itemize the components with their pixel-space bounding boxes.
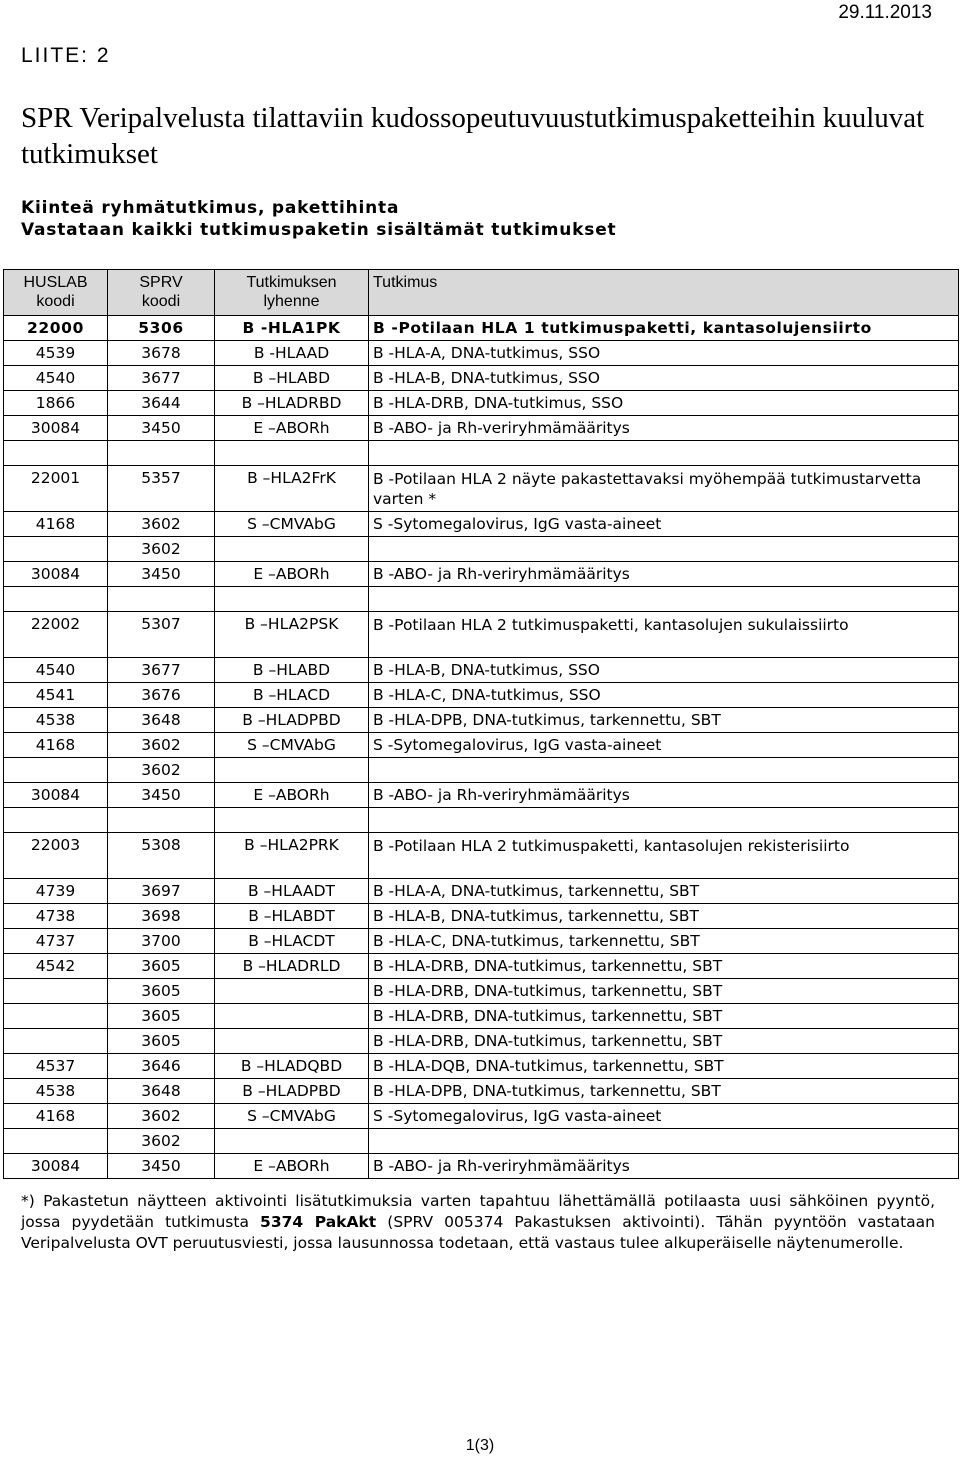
test-name-cell: B -Potilaan HLA 2 tutkimuspaketti, kantasolujen sukulaissiirto bbox=[369, 612, 959, 658]
sprv-code-cell: 3605 bbox=[108, 979, 215, 1004]
huslab-code-cell: 4542 bbox=[4, 954, 108, 979]
sprv-code-cell: 3676 bbox=[108, 683, 215, 708]
huslab-code-cell: 30084 bbox=[4, 562, 108, 587]
table-row bbox=[4, 954, 959, 979]
document-date: 29.11.2013 bbox=[838, 2, 932, 23]
sprv-code-cell: 3602 bbox=[108, 758, 215, 783]
sprv-code-cell: 3700 bbox=[108, 929, 215, 954]
table-row bbox=[4, 512, 959, 537]
table-row bbox=[4, 391, 959, 416]
test-name-cell: S -Sytomegalovirus, IgG vasta-aineet bbox=[369, 512, 959, 537]
huslab-code-cell: 4168 bbox=[4, 512, 108, 537]
abbreviation-cell: S –CMVAbG bbox=[215, 1104, 369, 1129]
abbreviation-cell bbox=[215, 758, 369, 783]
huslab-code-cell: 4739 bbox=[4, 879, 108, 904]
test-name-cell: B -HLA-C, DNA-tutkimus, SSO bbox=[369, 683, 959, 708]
page-number: 1(3) bbox=[465, 1437, 495, 1454]
abbreviation-cell: E –ABORh bbox=[215, 562, 369, 587]
huslab-code-cell: 4168 bbox=[4, 733, 108, 758]
test-name-cell: B -HLA-DPB, DNA-tutkimus, tarkennettu, SBT bbox=[369, 1079, 959, 1104]
huslab-code-cell: 30084 bbox=[4, 783, 108, 808]
sprv-code-cell: 3644 bbox=[108, 391, 215, 416]
abbreviation-cell: B -HLA1PK bbox=[215, 316, 369, 341]
abbreviation-cell bbox=[215, 979, 369, 1004]
spacer-row bbox=[4, 808, 959, 833]
table-row bbox=[4, 1104, 959, 1129]
header-abbreviation: Tutkimuksen lyhenne bbox=[215, 270, 369, 316]
test-name-cell: B -ABO- ja Rh-veriryhmämääritys bbox=[369, 1154, 959, 1179]
sprv-code-cell: 3697 bbox=[108, 879, 215, 904]
sprv-code-cell: 3602 bbox=[108, 512, 215, 537]
sprv-code-cell: 3450 bbox=[108, 783, 215, 808]
huslab-code-cell bbox=[4, 587, 108, 612]
abbreviation-cell bbox=[215, 1029, 369, 1054]
huslab-code-cell: 4537 bbox=[4, 1054, 108, 1079]
sprv-code-cell: 3602 bbox=[108, 1104, 215, 1129]
test-name-cell: B -HLA-B, DNA-tutkimus, SSO bbox=[369, 366, 959, 391]
package-row bbox=[4, 833, 959, 879]
huslab-code-cell: 4738 bbox=[4, 904, 108, 929]
package-row bbox=[4, 612, 959, 658]
abbreviation-cell: B –HLACDT bbox=[215, 929, 369, 954]
test-name-cell: B -Potilaan HLA 1 tutkimuspaketti, kantasolujensiirto bbox=[369, 316, 959, 341]
test-name-cell: B -ABO- ja Rh-veriryhmämääritys bbox=[369, 783, 959, 808]
huslab-code-cell: 4539 bbox=[4, 341, 108, 366]
test-name-cell: B -Potilaan HLA 2 tutkimuspaketti, kantasolujen rekisterisiirto bbox=[369, 833, 959, 879]
sprv-code-cell: 5307 bbox=[108, 612, 215, 658]
test-name-cell: S -Sytomegalovirus, IgG vasta-aineet bbox=[369, 1104, 959, 1129]
abbreviation-cell: B –HLADQBD bbox=[215, 1054, 369, 1079]
test-name-cell bbox=[369, 808, 959, 833]
test-name-cell bbox=[369, 587, 959, 612]
sprv-code-cell: 3677 bbox=[108, 658, 215, 683]
header-test: Tutkimus bbox=[369, 270, 959, 316]
abbreviation-cell: B -HLAAD bbox=[215, 341, 369, 366]
test-name-cell bbox=[369, 441, 959, 466]
huslab-code-cell bbox=[4, 441, 108, 466]
test-name-cell: B -HLA-A, DNA-tutkimus, SSO bbox=[369, 341, 959, 366]
package-row bbox=[4, 466, 959, 512]
test-name-cell: B -HLA-B, DNA-tutkimus, SSO bbox=[369, 658, 959, 683]
huslab-code-cell: 22001 bbox=[4, 466, 108, 512]
huslab-code-cell bbox=[4, 758, 108, 783]
sprv-code-cell: 3677 bbox=[108, 366, 215, 391]
table-row bbox=[4, 1079, 959, 1104]
sprv-code-cell: 3648 bbox=[108, 1079, 215, 1104]
table-row bbox=[4, 416, 959, 441]
subtitle-fixed-group: Kiinteä ryhmätutkimus, pakettihinta bbox=[21, 198, 400, 218]
sprv-code-cell: 5308 bbox=[108, 833, 215, 879]
test-name-cell: B -HLA-DRB, DNA-tutkimus, tarkennettu, SBT bbox=[369, 1004, 959, 1029]
abbreviation-cell: B –HLADPBD bbox=[215, 1079, 369, 1104]
huslab-code-cell bbox=[4, 1004, 108, 1029]
header-sprv-code: SPRV koodi bbox=[108, 270, 215, 316]
sprv-code-cell: 3450 bbox=[108, 416, 215, 441]
huslab-code-cell bbox=[4, 1029, 108, 1054]
test-name-cell: B -HLA-DQB, DNA-tutkimus, tarkennettu, SBT bbox=[369, 1054, 959, 1079]
huslab-code-cell bbox=[4, 979, 108, 1004]
test-name-cell: B -Potilaan HLA 2 näyte pakastettavaksi myöhempää tutkimustarvetta varten * bbox=[369, 466, 959, 512]
test-name-cell: B -HLA-DRB, DNA-tutkimus, tarkennettu, SBT bbox=[369, 979, 959, 1004]
table-row bbox=[4, 366, 959, 391]
sprv-code-cell bbox=[108, 808, 215, 833]
table-row bbox=[4, 683, 959, 708]
huslab-code-cell: 22002 bbox=[4, 612, 108, 658]
huslab-code-cell: 4168 bbox=[4, 1104, 108, 1129]
huslab-code-cell: 22003 bbox=[4, 833, 108, 879]
sprv-code-cell bbox=[108, 441, 215, 466]
sprv-code-cell: 3450 bbox=[108, 562, 215, 587]
test-name-cell: B -HLA-C, DNA-tutkimus, tarkennettu, SBT bbox=[369, 929, 959, 954]
table-header-row bbox=[4, 270, 959, 316]
test-name-cell: B -HLA-A, DNA-tutkimus, tarkennettu, SBT bbox=[369, 879, 959, 904]
table-row bbox=[4, 708, 959, 733]
huslab-code-cell: 4737 bbox=[4, 929, 108, 954]
subtitle-answered: Vastataan kaikki tutkimuspaketin sisältämät tutkimukset bbox=[21, 220, 617, 240]
test-name-cell: B -ABO- ja Rh-veriryhmämääritys bbox=[369, 562, 959, 587]
abbreviation-cell: B –HLA2PSK bbox=[215, 612, 369, 658]
spacer-row bbox=[4, 441, 959, 466]
abbreviation-cell bbox=[215, 587, 369, 612]
page-title: SPR Veripalvelusta tilattaviin kudossopeutuvuustutkimuspaketteihin kuuluvat tutkimukset bbox=[21, 102, 925, 170]
test-name-cell: B -ABO- ja Rh-veriryhmämääritys bbox=[369, 416, 959, 441]
table-row bbox=[4, 1029, 959, 1054]
abbreviation-cell: B –HLA2FrK bbox=[215, 466, 369, 512]
test-name-cell bbox=[369, 1129, 959, 1154]
sprv-code-cell: 5306 bbox=[108, 316, 215, 341]
abbreviation-cell: B –HLADPBD bbox=[215, 708, 369, 733]
sprv-code-cell: 3450 bbox=[108, 1154, 215, 1179]
abbreviation-cell: B –HLABD bbox=[215, 658, 369, 683]
sprv-code-cell: 5357 bbox=[108, 466, 215, 512]
test-package-table bbox=[3, 269, 959, 1179]
abbreviation-cell: S –CMVAbG bbox=[215, 733, 369, 758]
test-name-cell: B -HLA-DRB, DNA-tutkimus, tarkennettu, SBT bbox=[369, 1029, 959, 1054]
sprv-code-cell: 3605 bbox=[108, 1004, 215, 1029]
abbreviation-cell: E –ABORh bbox=[215, 416, 369, 441]
sprv-code-cell: 3605 bbox=[108, 954, 215, 979]
huslab-code-cell bbox=[4, 808, 108, 833]
table-row bbox=[4, 1004, 959, 1029]
test-name-cell: B -HLA-B, DNA-tutkimus, tarkennettu, SBT bbox=[369, 904, 959, 929]
test-name-cell bbox=[369, 758, 959, 783]
table-row bbox=[4, 783, 959, 808]
abbreviation-cell bbox=[215, 1004, 369, 1029]
package-row bbox=[4, 316, 959, 341]
test-name-cell bbox=[369, 537, 959, 562]
huslab-code-cell bbox=[4, 1129, 108, 1154]
spacer-row bbox=[4, 587, 959, 612]
huslab-code-cell: 4540 bbox=[4, 366, 108, 391]
sprv-code-cell: 3648 bbox=[108, 708, 215, 733]
abbreviation-cell bbox=[215, 808, 369, 833]
table-row bbox=[4, 1154, 959, 1179]
huslab-code-cell: 30084 bbox=[4, 416, 108, 441]
sprv-code-cell: 3602 bbox=[108, 537, 215, 562]
sprv-code-cell: 3602 bbox=[108, 1129, 215, 1154]
table-row bbox=[4, 562, 959, 587]
abbreviation-cell: B –HLABD bbox=[215, 366, 369, 391]
huslab-code-cell: 1866 bbox=[4, 391, 108, 416]
abbreviation-cell bbox=[215, 537, 369, 562]
abbreviation-cell: E –ABORh bbox=[215, 1154, 369, 1179]
abbreviation-cell: B –HLABDT bbox=[215, 904, 369, 929]
table-row bbox=[4, 879, 959, 904]
table-row bbox=[4, 758, 959, 783]
table-row bbox=[4, 1054, 959, 1079]
abbreviation-cell: B –HLADRLD bbox=[215, 954, 369, 979]
huslab-code-cell: 4541 bbox=[4, 683, 108, 708]
sprv-code-cell: 3605 bbox=[108, 1029, 215, 1054]
table-row bbox=[4, 733, 959, 758]
huslab-code-cell: 30084 bbox=[4, 1154, 108, 1179]
test-name-cell: B -HLA-DPB, DNA-tutkimus, tarkennettu, SBT bbox=[369, 708, 959, 733]
abbreviation-cell bbox=[215, 1129, 369, 1154]
abbreviation-cell: E –ABORh bbox=[215, 783, 369, 808]
table-row bbox=[4, 904, 959, 929]
sprv-code-cell: 3646 bbox=[108, 1054, 215, 1079]
sprv-code-cell: 3602 bbox=[108, 733, 215, 758]
footnote: *) Pakastetun näytteen aktivointi lisätutkimuksia varten tapahtuu lähettämällä potilaasta uusi sähköinen pyyntö, jossa pyydetään tutkimusta 5374 PakAkt (SPRV 005374 Pakastuksen aktivointi). Tähän pyyntöön vastataan Veripalvelusta OVT peruutusviesti, jossa lausunnossa todetaan, että vastaus tulee alkuperäiselle näytenumerolle. bbox=[21, 1192, 935, 1252]
sprv-code-cell: 3678 bbox=[108, 341, 215, 366]
test-name-cell: B -HLA-DRB, DNA-tutkimus, SSO bbox=[369, 391, 959, 416]
test-name-cell: S -Sytomegalovirus, IgG vasta-aineet bbox=[369, 733, 959, 758]
abbreviation-cell: S –CMVAbG bbox=[215, 512, 369, 537]
table-row bbox=[4, 1129, 959, 1154]
test-name-cell: B -HLA-DRB, DNA-tutkimus, tarkennettu, SBT bbox=[369, 954, 959, 979]
table-row bbox=[4, 929, 959, 954]
abbreviation-cell: B –HLADRBD bbox=[215, 391, 369, 416]
sprv-code-cell: 3698 bbox=[108, 904, 215, 929]
huslab-code-cell: 4538 bbox=[4, 708, 108, 733]
abbreviation-cell: B –HLA2PRK bbox=[215, 833, 369, 879]
table-row bbox=[4, 341, 959, 366]
header-huslab-code: HUSLAB koodi bbox=[4, 270, 108, 316]
abbreviation-cell: B –HLACD bbox=[215, 683, 369, 708]
table-row bbox=[4, 537, 959, 562]
attachment-label: LIITE: 2 bbox=[21, 44, 111, 67]
table-row bbox=[4, 658, 959, 683]
footnote-test-code: 5374 PakAkt bbox=[260, 1213, 377, 1231]
huslab-code-cell: 22000 bbox=[4, 316, 108, 341]
table-row bbox=[4, 979, 959, 1004]
huslab-code-cell: 4540 bbox=[4, 658, 108, 683]
abbreviation-cell: B –HLAADT bbox=[215, 879, 369, 904]
huslab-code-cell: 4538 bbox=[4, 1079, 108, 1104]
sprv-code-cell bbox=[108, 587, 215, 612]
abbreviation-cell bbox=[215, 441, 369, 466]
huslab-code-cell bbox=[4, 537, 108, 562]
